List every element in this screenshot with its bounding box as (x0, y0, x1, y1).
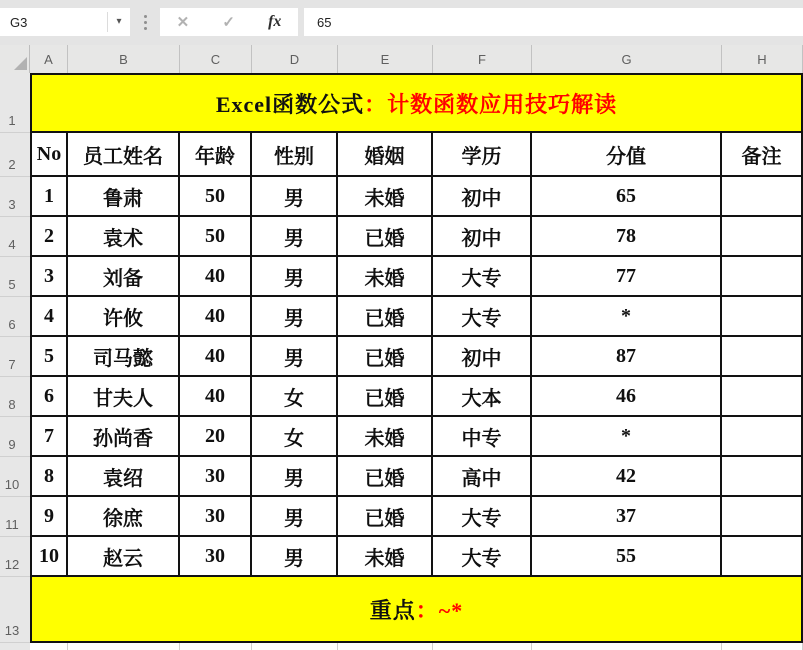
cell-score[interactable]: 37 (532, 497, 722, 537)
title-row (0, 73, 803, 133)
cell-marital[interactable]: 已婚 (338, 377, 433, 417)
cell-education[interactable]: 大本 (433, 377, 532, 417)
cell-name[interactable]: 许攸 (68, 297, 180, 337)
cell-gender[interactable]: 男 (252, 337, 338, 377)
cell-gender[interactable]: 男 (252, 217, 338, 257)
cell-marital[interactable]: 未婚 (338, 537, 433, 577)
cell-age[interactable]: 40 (180, 337, 252, 377)
cell-name[interactable]: 甘夫人 (68, 377, 180, 417)
header-name[interactable]: 员工姓名 (68, 133, 180, 177)
header-no[interactable]: No (30, 133, 68, 177)
cell-gender[interactable]: 男 (252, 457, 338, 497)
cell-note[interactable] (722, 337, 803, 377)
cell-score[interactable]: 77 (532, 257, 722, 297)
row-header-6[interactable]: 6 (0, 297, 30, 337)
cell-marital[interactable]: 已婚 (338, 217, 433, 257)
cell-age[interactable]: 30 (180, 497, 252, 537)
cell-education[interactable]: 高中 (433, 457, 532, 497)
table-row (0, 257, 803, 297)
row-header-7[interactable]: 7 (0, 337, 30, 377)
row-header-1[interactable]: 1 (0, 73, 30, 133)
cell-education[interactable]: 大专 (433, 537, 532, 577)
cell-name[interactable]: 袁术 (68, 217, 180, 257)
row-header-2[interactable]: 2 (0, 133, 30, 177)
cell-marital[interactable]: 未婚 (338, 257, 433, 297)
cell-gender[interactable]: 男 (252, 257, 338, 297)
row-header-13[interactable]: 13 (0, 577, 30, 643)
row-header-5[interactable]: 5 (0, 257, 30, 297)
row-header-3[interactable]: 3 (0, 177, 30, 217)
cell-no[interactable]: 10 (30, 537, 68, 577)
cell-gender[interactable]: 男 (252, 177, 338, 217)
title-cell[interactable] (30, 73, 803, 133)
cell-no[interactable]: 3 (30, 257, 68, 297)
formula-bar-splitter-icon[interactable] (130, 8, 160, 36)
cell-name[interactable]: 刘备 (68, 257, 180, 297)
cell-marital[interactable]: 已婚 (338, 297, 433, 337)
formula-input[interactable] (304, 8, 803, 36)
cell-marital[interactable]: 已婚 (338, 337, 433, 377)
cell-name[interactable]: 赵云 (68, 537, 180, 577)
row-header-4[interactable]: 4 (0, 217, 30, 257)
table-row (0, 497, 803, 537)
header-score[interactable]: 分值 (532, 133, 722, 177)
cell-note[interactable] (722, 177, 803, 217)
select-all-button[interactable] (0, 45, 30, 73)
table-row (0, 297, 803, 337)
row-header-12[interactable]: 12 (0, 537, 30, 577)
cell-age[interactable]: 40 (180, 297, 252, 337)
table-row (0, 417, 803, 457)
header-gender[interactable]: 性别 (252, 133, 338, 177)
cell-score[interactable]: 65 (532, 177, 722, 217)
cell-score[interactable]: 78 (532, 217, 722, 257)
cell-note[interactable] (722, 497, 803, 537)
column-header-d[interactable]: D (252, 45, 338, 73)
row-header-11[interactable]: 11 (0, 497, 30, 537)
cell-no[interactable]: 9 (30, 497, 68, 537)
formula-bar-chrome (0, 0, 803, 45)
cell-age[interactable]: 50 (180, 217, 252, 257)
cell-no[interactable]: 6 (30, 377, 68, 417)
cell-score[interactable]: 46 (532, 377, 722, 417)
header-marital[interactable]: 婚姻 (338, 133, 433, 177)
column-header-a[interactable]: A (30, 45, 68, 73)
footer-black-text: 重点 (369, 597, 416, 623)
table-row (0, 217, 803, 257)
enter-icon[interactable]: ✓ (222, 14, 235, 31)
cell-age[interactable]: 30 (180, 537, 252, 577)
cell-education[interactable]: 中专 (433, 417, 532, 457)
cell-no[interactable]: 5 (30, 337, 68, 377)
column-header-f[interactable]: F (433, 45, 532, 73)
cell-marital[interactable]: 已婚 (338, 457, 433, 497)
table-row (0, 377, 803, 417)
column-header-e[interactable]: E (338, 45, 433, 73)
table-row (0, 457, 803, 497)
cell-marital[interactable]: 已婚 (338, 497, 433, 537)
footer-cell[interactable] (30, 577, 803, 643)
cell-score[interactable]: 87 (532, 337, 722, 377)
cell-gender[interactable]: 女 (252, 377, 338, 417)
title-black-text: Excel函数公式 (215, 91, 365, 117)
column-header-c[interactable]: C (180, 45, 252, 73)
cell-age[interactable]: 30 (180, 457, 252, 497)
cell-marital[interactable]: 未婚 (338, 177, 433, 217)
column-header-strip (0, 45, 803, 73)
table-row (0, 537, 803, 577)
formula-bar-buttons (160, 8, 298, 36)
cell-gender[interactable]: 女 (252, 417, 338, 457)
select-all-triangle-icon (14, 57, 27, 70)
row-header-10[interactable]: 10 (0, 457, 30, 497)
cell-no[interactable]: 7 (30, 417, 68, 457)
column-header-g[interactable]: G (532, 45, 722, 73)
cell-name[interactable]: 徐庶 (68, 497, 180, 537)
insert-function-icon[interactable]: fx (268, 13, 282, 30)
header-row (0, 133, 803, 177)
cell-no[interactable]: 2 (30, 217, 68, 257)
cell-note[interactable] (722, 297, 803, 337)
cell-name[interactable]: 孙尚香 (68, 417, 180, 457)
cell-gender[interactable]: 男 (252, 537, 338, 577)
formula-value: 65 (317, 14, 332, 30)
cell-score[interactable]: * (532, 417, 722, 457)
cell-name[interactable]: 袁绍 (68, 457, 180, 497)
partial-row-header (0, 643, 30, 650)
name-box-value: G3 (10, 14, 28, 30)
cell-age[interactable]: 40 (180, 377, 252, 417)
cell-age[interactable]: 20 (180, 417, 252, 457)
header-age[interactable]: 年龄 (180, 133, 252, 177)
cell-education[interactable]: 初中 (433, 337, 532, 377)
cell-note[interactable] (722, 537, 803, 577)
cell-note[interactable] (722, 377, 803, 417)
cell-note[interactable] (722, 217, 803, 257)
cell-education[interactable]: 大专 (433, 257, 532, 297)
cell-age[interactable]: 40 (180, 257, 252, 297)
title-red-text: ：计数函数应用技巧解读 (364, 91, 618, 117)
header-education[interactable]: 学历 (433, 133, 532, 177)
cell-no[interactable]: 4 (30, 297, 68, 337)
cell-education[interactable]: 大专 (433, 497, 532, 537)
name-box-dropdown-icon[interactable]: ▾ (116, 16, 122, 27)
cell-gender[interactable]: 男 (252, 297, 338, 337)
footer-row (0, 577, 803, 643)
cell-age[interactable]: 50 (180, 177, 252, 217)
column-header-b[interactable]: B (68, 45, 180, 73)
cell-score[interactable]: 55 (532, 537, 722, 577)
partial-row-strip (0, 643, 803, 650)
cell-gender[interactable]: 男 (252, 497, 338, 537)
table-row (0, 337, 803, 377)
cell-note[interactable] (722, 457, 803, 497)
column-header-h[interactable]: H (722, 45, 803, 73)
cell-note[interactable] (722, 417, 803, 457)
cell-education[interactable]: 初中 (433, 217, 532, 257)
cancel-icon[interactable]: ✕ (176, 14, 190, 31)
cell-marital[interactable]: 未婚 (338, 417, 433, 457)
cell-no[interactable]: 1 (30, 177, 68, 217)
header-note[interactable]: 备注 (722, 133, 803, 177)
table-row (0, 177, 803, 217)
cell-note[interactable] (722, 257, 803, 297)
footer-red-text: ：~* (415, 597, 464, 623)
cell-score[interactable]: 42 (532, 457, 722, 497)
cell-score[interactable]: * (532, 297, 722, 337)
cell-education[interactable]: 大专 (433, 297, 532, 337)
cell-name[interactable]: 鲁肃 (68, 177, 180, 217)
row-header-8[interactable]: 8 (0, 377, 30, 417)
row-header-9[interactable]: 9 (0, 417, 30, 457)
name-box[interactable] (0, 8, 130, 36)
cell-name[interactable]: 司马懿 (68, 337, 180, 377)
cell-education[interactable]: 初中 (433, 177, 532, 217)
cell-no[interactable]: 8 (30, 457, 68, 497)
